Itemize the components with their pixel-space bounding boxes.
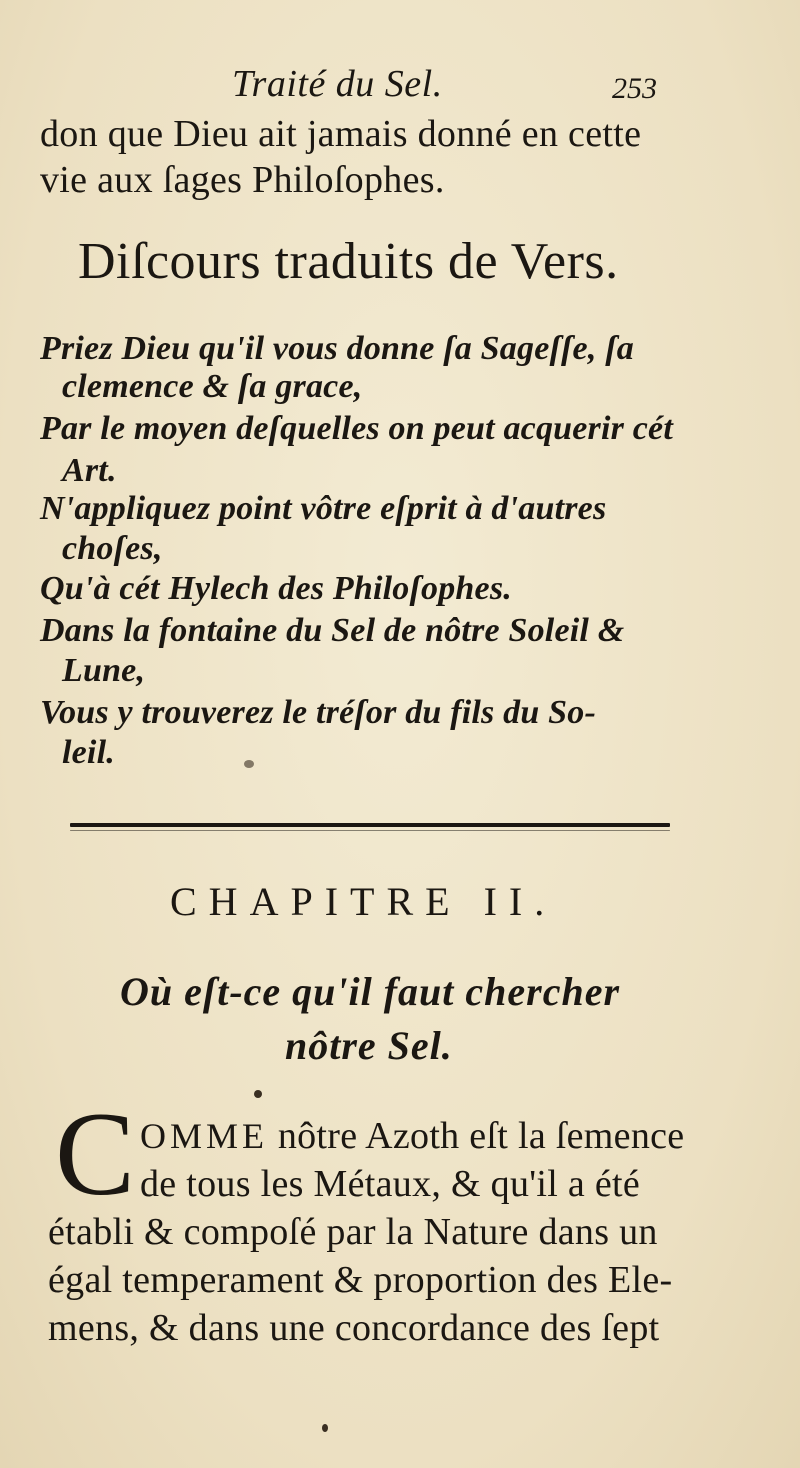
verse-line: clemence & ſa grace, (62, 368, 363, 405)
section-title: Diſcours traduits de Vers. (78, 233, 619, 290)
chapter-heading: CHAPITRE II. (170, 879, 557, 924)
verse-line: Par le moyen deſquelles on peut acquerir cét (40, 410, 673, 447)
verse-line: Priez Dieu qu'il vous donne ſa Sageſſe, ſa (40, 330, 634, 367)
paragraph-line: établi & compoſé par la Nature dans un (48, 1211, 658, 1253)
verse-line: choſes, (62, 530, 163, 567)
verse-line: N'appliquez point vôtre eſprit à d'autres (40, 490, 607, 527)
drop-cap: C (55, 1087, 136, 1220)
paragraph-first-line (140, 1114, 684, 1158)
chapter-subtitle-line: nôtre Sel. (285, 1023, 453, 1068)
verse-line: Art. (62, 452, 117, 489)
ornamental-rule (70, 823, 670, 827)
intro-line: vie aux ſages Philoſophes. (40, 159, 445, 201)
first-word: OMME (140, 1116, 269, 1156)
verse-line: Dans la fontaine du Sel de nôtre Soleil & (40, 612, 625, 649)
verse-line: Lune, (62, 652, 146, 689)
verse-line: leil. (62, 734, 115, 771)
ink-spot (244, 760, 254, 768)
ink-spot (322, 1424, 328, 1432)
paragraph-line: égal temperament & proportion des Ele- (48, 1259, 673, 1301)
ink-spot (254, 1090, 262, 1098)
page-number: 253 (612, 72, 657, 105)
paragraph-line: de tous les Métaux, & qu'il a été (140, 1163, 641, 1205)
verse-line: Vous y trouverez le tréſor du fils du So- (40, 694, 597, 731)
paragraph-line: mens, & dans une concordance des ſept (48, 1307, 660, 1349)
first-line-rest: nôtre Azoth eſt la ſemence (277, 1115, 685, 1157)
running-header-title: Traité du Sel. (232, 63, 443, 105)
intro-line: don que Dieu ait jamais donné en cette (40, 113, 642, 155)
ornamental-rule-thin (70, 830, 670, 831)
chapter-subtitle-line: Où eſt-ce qu'il faut chercher (120, 969, 621, 1014)
verse-line: Qu'à cét Hylech des Philoſophes. (40, 570, 512, 607)
